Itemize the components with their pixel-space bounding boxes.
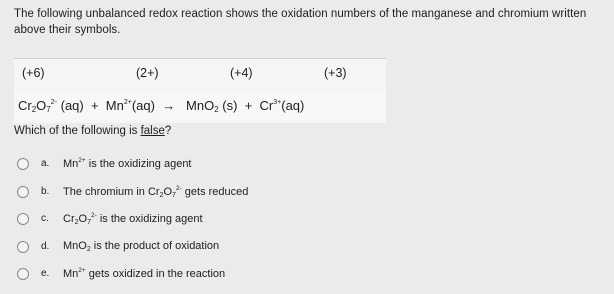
manganese-ion: $Mn^{2+}$ <box>105 98 132 113</box>
manganese-dioxide: MnO$_2$ <box>186 98 219 114</box>
dichromate-ion: $Cr_2O_7^{2-}$ <box>18 98 57 114</box>
plus-sign: + <box>244 98 253 113</box>
radio-button[interactable] <box>17 158 29 170</box>
option-d[interactable]: d. MnO$_2$ is the product of oxidation <box>17 238 417 258</box>
state-solid: (s) <box>222 98 238 113</box>
option-e[interactable]: e. $Mn^{2+}$ gets oxidized in the reaction <box>17 265 417 285</box>
option-a[interactable]: a. $Mn^{2+}$ is the oxidizing agent <box>17 155 417 175</box>
state-aq: (aq) <box>281 98 305 113</box>
radio-button[interactable] <box>17 186 29 198</box>
radio-button[interactable] <box>17 241 29 253</box>
false-keyword: false <box>140 125 165 137</box>
question-stem: Which of the following is false? <box>14 125 172 137</box>
oxidation-number-mn-reactant: (2+) <box>136 66 159 80</box>
radio-button[interactable] <box>17 213 29 225</box>
question-prompt: The following unbalanced redox reaction shows the oxidation numbers of the manganese and chromium written above their symbols. <box>14 8 587 36</box>
plus-sign: + <box>90 98 99 113</box>
reaction-arrow: → <box>162 98 176 113</box>
redox-equation <box>18 98 304 114</box>
option-c[interactable]: c. $Cr_2O_7^{2-}$ is the oxidizing agent <box>17 210 417 230</box>
oxidation-number-cr-reactant: (+6) <box>22 66 45 80</box>
state-aq: (aq) <box>131 98 155 113</box>
oxidation-number-mn-product: (+4) <box>230 66 253 80</box>
state-aq: (aq) <box>60 98 84 113</box>
radio-button[interactable] <box>17 268 29 280</box>
chromium-ion: $Cr^{3+}$ <box>259 98 282 113</box>
option-b[interactable]: b. The chromium in $Cr_2O_7^{2-}$ gets reduced <box>17 183 417 203</box>
oxidation-number-cr-product: (+3) <box>324 66 347 80</box>
